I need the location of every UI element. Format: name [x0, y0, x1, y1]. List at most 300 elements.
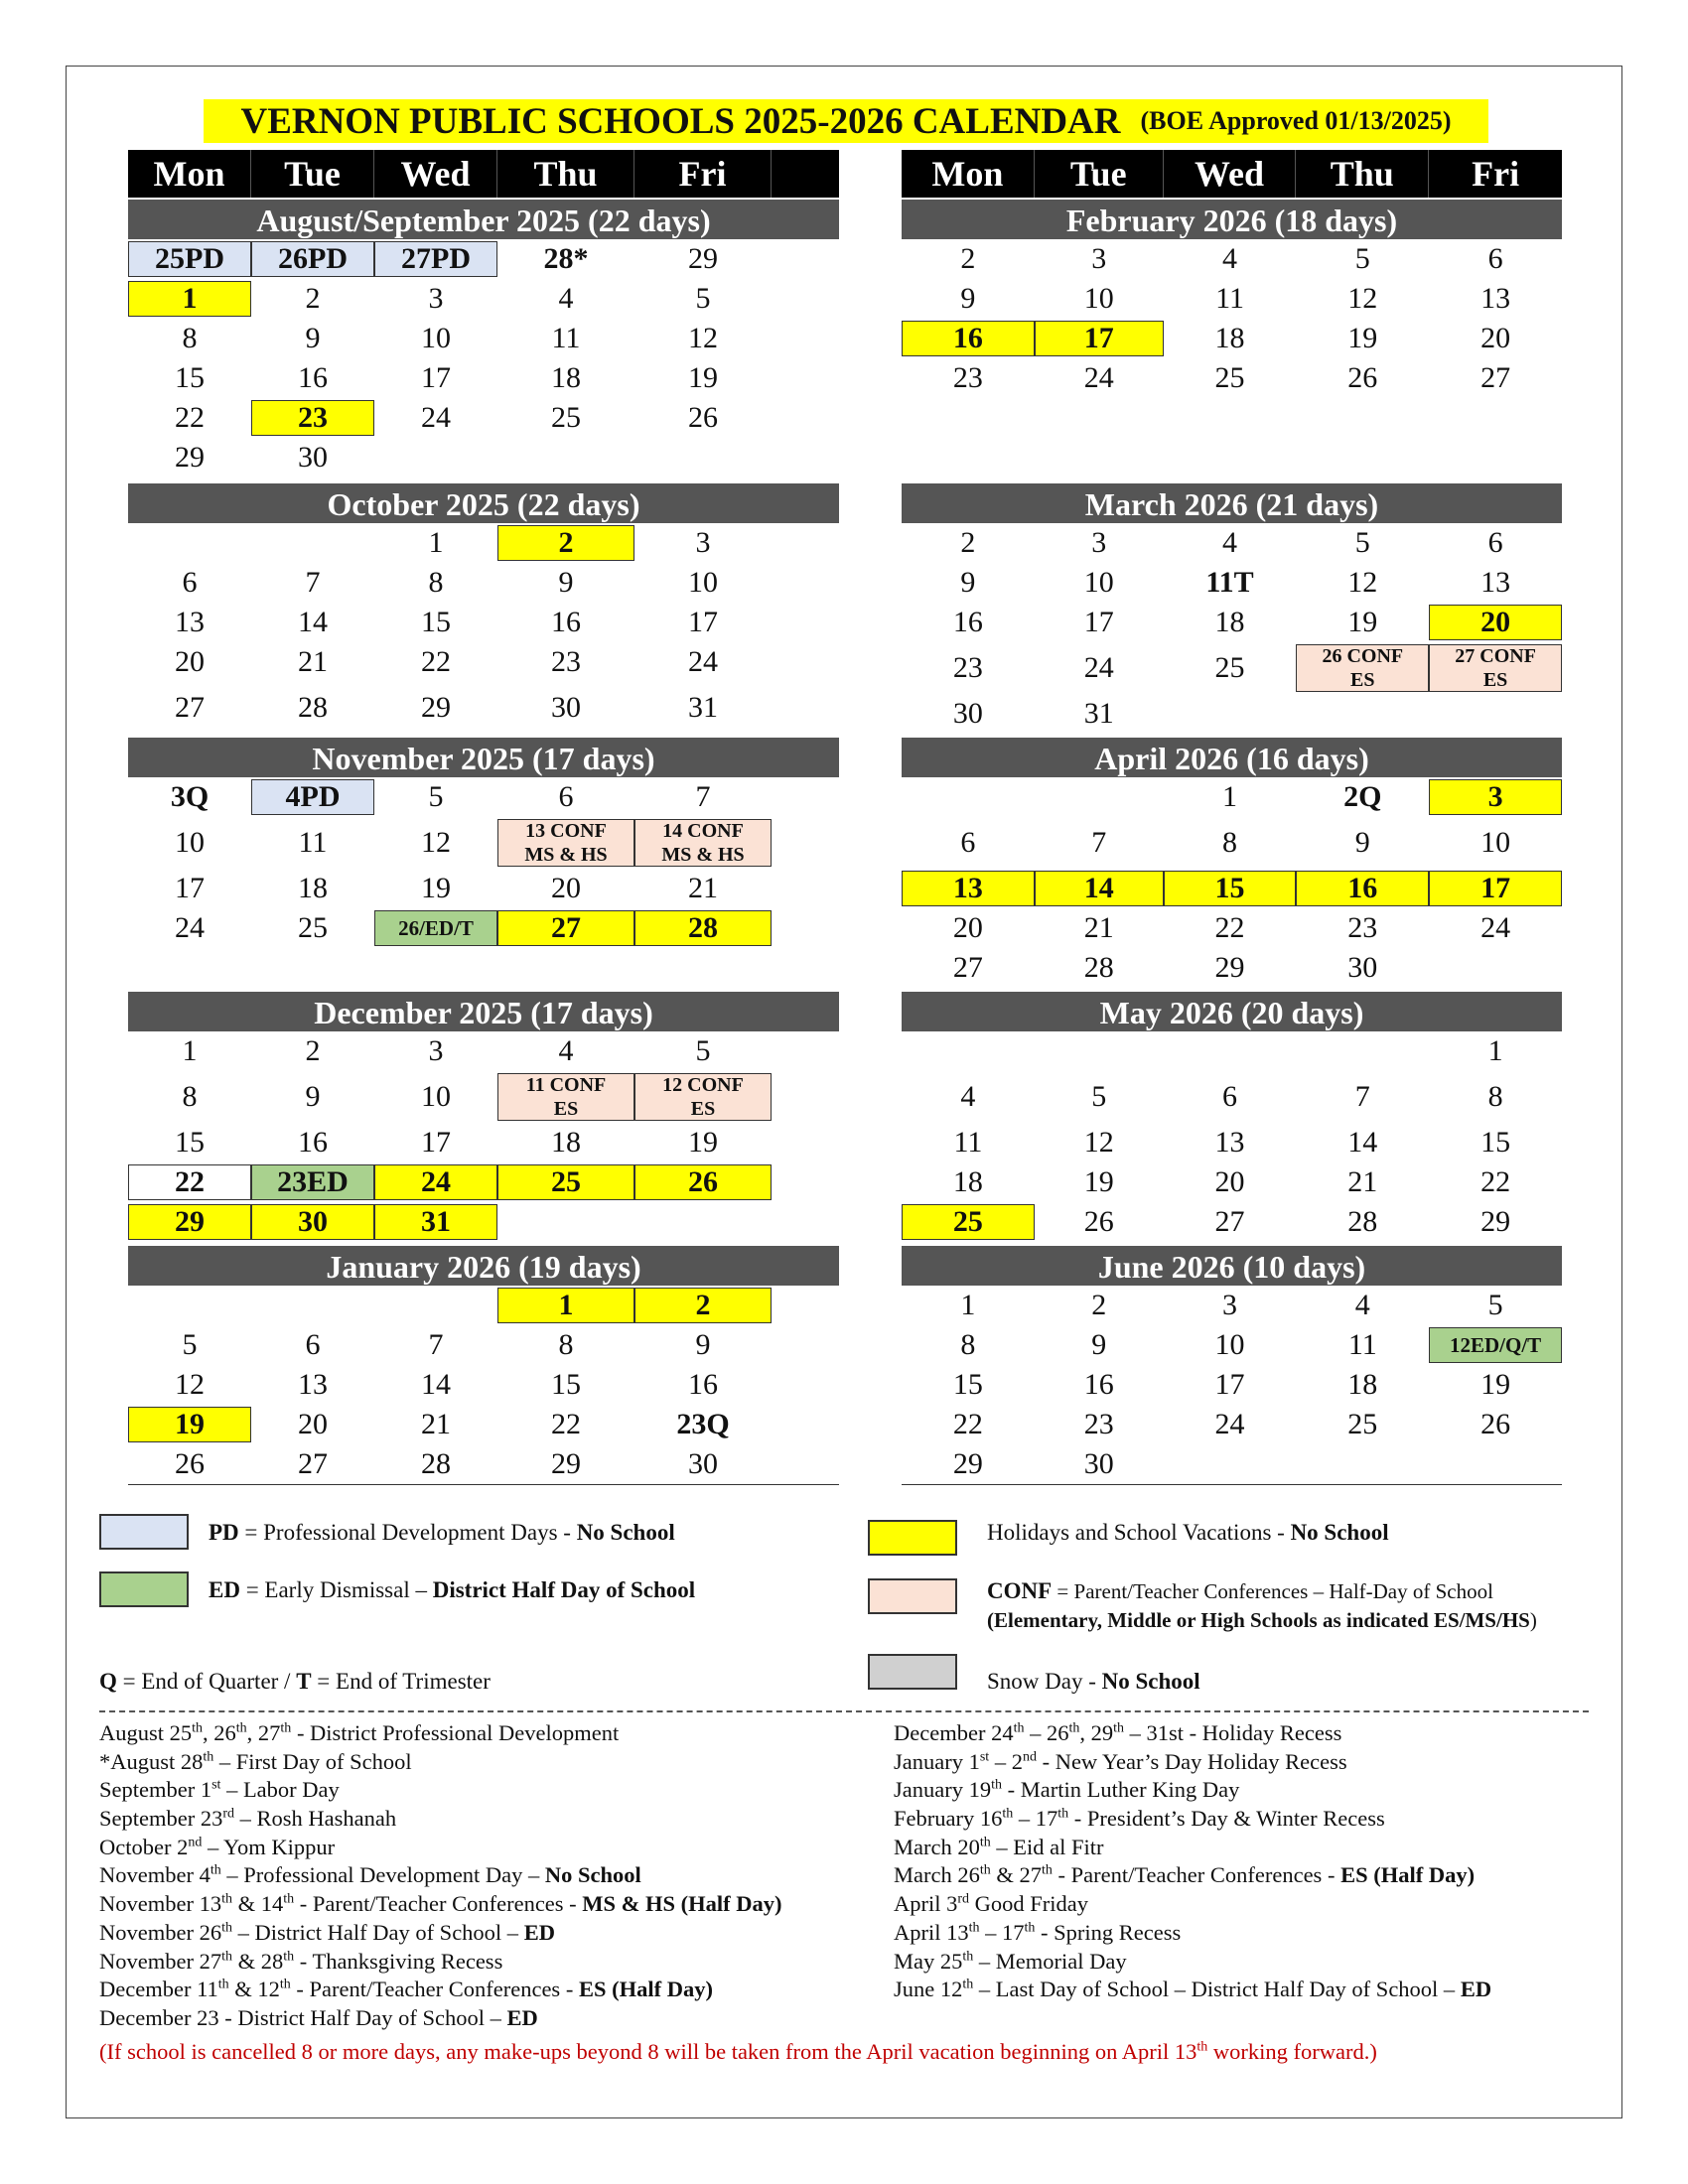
day-cell: 9 — [558, 566, 574, 599]
day-cell: 4 — [1354, 1289, 1370, 1321]
day-cell: 24 — [1480, 911, 1511, 944]
day-cell: 26 — [1347, 361, 1378, 394]
day-cell: 21 — [421, 1408, 451, 1440]
day-cell: 22 — [952, 1408, 983, 1440]
day-cell: 17 — [1429, 871, 1562, 906]
empty-cell — [1164, 694, 1297, 734]
empty-cell — [1296, 1444, 1429, 1484]
day-cell: 17 — [421, 1126, 451, 1159]
day-cell: 13 — [1480, 566, 1511, 599]
day-cell: 22 — [421, 645, 451, 678]
day-cell: 3 — [1091, 242, 1107, 275]
day-cell: 3 — [1429, 779, 1562, 815]
legend-swatch-ed — [99, 1571, 189, 1607]
day-header-thu: Thu — [497, 150, 634, 198]
week-row — [128, 1444, 839, 1484]
week-row — [128, 319, 839, 358]
day-cell: 3 — [428, 1034, 444, 1067]
week-row — [902, 948, 1562, 988]
empty-cell — [497, 438, 634, 478]
note-line: August 25th, 26th, 27th - District Professional Development — [99, 1720, 620, 1745]
day-cell: 2 — [1091, 1289, 1107, 1321]
note-line: September 1st – Labor Day — [99, 1777, 340, 1803]
day-cell: 7 — [305, 566, 321, 599]
day-cell: 9 — [1091, 1328, 1107, 1361]
day-cell: 6 — [1222, 1080, 1237, 1113]
day-cell: 4 — [558, 1034, 574, 1067]
day-cell: 30 — [1347, 951, 1378, 984]
day-cell: 19 — [1083, 1165, 1114, 1198]
day-cell: 8 — [1222, 826, 1237, 859]
note-line: February 16th – 17th - President’s Day & Winter Recess — [894, 1806, 1385, 1832]
day-cell: 23 — [1083, 1408, 1114, 1440]
week-row — [128, 398, 839, 438]
day-cell — [497, 819, 634, 867]
week-row — [128, 1286, 839, 1325]
legend-swatch-holiday — [868, 1520, 957, 1556]
month-header: March 2026 (21 days) — [902, 483, 1562, 523]
empty-cell — [1429, 1444, 1562, 1484]
makeup-days-note: (If school is cancelled 8 or more days, any make-ups beyond 8 will be taken from the April vacation beginning on April 13th working forward.) — [99, 2039, 1377, 2064]
day-cell: 29 — [551, 1447, 581, 1480]
day-cell: 13 — [902, 871, 1035, 906]
week-row — [902, 358, 1562, 398]
month-jun — [902, 1246, 1562, 1485]
day-cell: 25 — [298, 911, 328, 944]
note-line: December 24th – 26th, 29th – 31st - Holiday Recess — [894, 1720, 1342, 1745]
empty-cell — [1164, 1444, 1297, 1484]
day-cell: 31 — [1083, 697, 1114, 730]
day-cell: 26 — [175, 1447, 205, 1480]
day-cell: 19 — [128, 1407, 251, 1442]
legend-pd: PD = Professional Development Days - No School — [209, 1520, 675, 1545]
month-header: February 2026 (18 days) — [902, 200, 1562, 239]
week-row — [902, 279, 1562, 319]
approval-note: (BOE Approved 01/13/2025) — [1140, 106, 1452, 135]
day-cell: 4 — [960, 1080, 976, 1113]
day-cell: 4 — [1222, 242, 1237, 275]
day-cell: 25 — [497, 1164, 634, 1200]
day-header-fri: Fri — [1472, 154, 1520, 194]
day-cell: 11T — [1205, 566, 1254, 599]
day-cell: 14 — [1347, 1126, 1378, 1159]
week-row — [902, 1162, 1562, 1202]
month-header: October 2025 (22 days) — [128, 483, 839, 523]
note-line: October 2nd – Yom Kippur — [99, 1834, 336, 1859]
day-cell — [634, 1073, 772, 1121]
day-cell: 5 — [695, 282, 711, 315]
day-cell: 13 — [1214, 1126, 1245, 1159]
conf-label: 14 CONF — [662, 820, 744, 842]
notes-right — [894, 1719, 1491, 2004]
legend-quarter-trimester: Q = End of Quarter / T = End of Trimester — [99, 1669, 491, 1694]
day-cell — [497, 1073, 634, 1121]
week-row — [128, 239, 839, 279]
week-row — [902, 1325, 1562, 1365]
day-cell: 4PD — [251, 779, 374, 815]
day-cell: 8 — [182, 322, 198, 354]
day-cell: 26/ED/T — [374, 910, 497, 946]
day-cell: 12 — [688, 322, 718, 354]
day-cell: 6 — [182, 566, 198, 599]
day-cell: 16 — [952, 606, 983, 638]
week-row — [902, 1202, 1562, 1242]
day-cell: 30 — [251, 1204, 374, 1240]
day-cell: 1 — [428, 526, 444, 559]
empty-cell — [1296, 694, 1429, 734]
day-cell: 13 — [1480, 282, 1511, 315]
notes-left — [99, 1719, 782, 2033]
day-cell: 18 — [298, 872, 328, 904]
week-row — [902, 1365, 1562, 1405]
note-line: November 13th & 14th - Parent/Teacher Conferences - MS & HS (Half Day) — [99, 1891, 782, 1917]
note-line: November 27th & 28th - Thanksgiving Recess — [99, 1948, 503, 1974]
legend-conf-detail: (Elementary, Middle or High Schools as indicated ES/MS/HS) — [987, 1608, 1537, 1632]
calendar-title: VERNON PUBLIC SCHOOLS 2025-2026 CALENDAR — [240, 100, 1121, 142]
day-cell: 5 — [695, 1034, 711, 1067]
day-cell: 6 — [1487, 242, 1503, 275]
day-cell: 18 — [1214, 606, 1245, 638]
day-cell: 20 — [175, 645, 205, 678]
week-row — [128, 279, 839, 319]
day-header-fri: Fri — [634, 150, 772, 198]
day-cell: 9 — [960, 566, 976, 599]
day-cell: 23 — [952, 361, 983, 394]
day-cell: 12 — [1083, 1126, 1114, 1159]
day-cell: 7 — [1091, 826, 1107, 859]
day-cell: 27 — [952, 951, 983, 984]
day-cell: 12 — [1347, 282, 1378, 315]
conf-level: MS & HS — [661, 844, 745, 866]
day-cell: 19 — [688, 1126, 718, 1159]
day-cell: 6 — [305, 1328, 321, 1361]
week-row — [128, 563, 839, 603]
note-line: December 23 - District Half Day of School – ED — [99, 2004, 538, 2030]
empty-cell — [1164, 1031, 1297, 1071]
day-cell: 6 — [1487, 526, 1503, 559]
day-cell: 19 — [1480, 1368, 1511, 1401]
day-cell: 5 — [428, 780, 444, 813]
day-cell: 8 — [558, 1328, 574, 1361]
day-cell: 2 — [634, 1288, 772, 1323]
note-line: November 26th – District Half Day of School – ED — [99, 1919, 555, 1945]
day-cell: 14 — [1035, 871, 1164, 906]
day-cell: 31 — [688, 691, 718, 724]
day-cell: 3 — [1091, 526, 1107, 559]
day-cell: 29 — [952, 1447, 983, 1480]
week-row — [902, 563, 1562, 603]
note-line: January 1st – 2nd - New Year’s Day Holiday Recess — [894, 1748, 1347, 1774]
day-cell: 15 — [1480, 1126, 1511, 1159]
day-cell: 2 — [305, 282, 321, 315]
empty-cell — [374, 438, 497, 478]
empty-cell — [251, 523, 374, 563]
week-row — [128, 1071, 839, 1123]
day-header-tue: Tue — [251, 150, 374, 198]
bottom-rule — [902, 1484, 1562, 1485]
day-cell: 9 — [695, 1328, 711, 1361]
day-cell: 13 — [175, 606, 205, 638]
day-cell: 27 — [497, 910, 634, 946]
day-cell — [1296, 644, 1429, 692]
day-cell: 4 — [558, 282, 574, 315]
day-cell: 28 — [1347, 1205, 1378, 1238]
legend-swatch-pd — [99, 1514, 189, 1550]
day-cell: 15 — [421, 606, 451, 638]
conf-label: 12 CONF — [662, 1074, 744, 1096]
day-cell: 10 — [421, 322, 451, 354]
day-cell: 10 — [1083, 566, 1114, 599]
week-row — [902, 1286, 1562, 1325]
day-cell: 29 — [128, 1204, 251, 1240]
day-cell: 25 — [1214, 651, 1245, 684]
day-cell: 27PD — [374, 241, 497, 277]
day-cell: 6 — [960, 826, 976, 859]
day-cell: 29 — [1480, 1205, 1511, 1238]
day-cell: 23 — [1347, 911, 1378, 944]
day-cell: 24 — [175, 911, 205, 944]
day-cell: 23Q — [676, 1408, 730, 1440]
month-dec — [128, 992, 839, 1242]
day-cell: 3 — [1222, 1289, 1237, 1321]
day-cell: 26 — [1083, 1205, 1114, 1238]
day-cell: 30 — [551, 691, 581, 724]
day-cell: 21 — [688, 872, 718, 904]
day-cell: 12 — [175, 1368, 205, 1401]
day-cell: 30 — [952, 697, 983, 730]
day-cell: 25 — [1214, 361, 1245, 394]
day-cell: 17 — [1035, 321, 1164, 356]
empty-cell — [128, 523, 251, 563]
month-oct — [128, 483, 839, 734]
week-row — [902, 603, 1562, 642]
day-header-thu: Thu — [1296, 150, 1429, 198]
note-line: April 13th – 17th - Spring Recess — [894, 1919, 1182, 1945]
week-row — [128, 1365, 839, 1405]
week-row — [902, 869, 1562, 908]
day-cell: 29 — [421, 691, 451, 724]
month-feb — [902, 200, 1562, 398]
day-cell: 9 — [305, 1080, 321, 1113]
day-cell: 19 — [1347, 322, 1378, 354]
day-cell: 1 — [1221, 780, 1237, 813]
day-cell: 30 — [298, 441, 328, 474]
month-header: June 2026 (10 days) — [902, 1246, 1562, 1286]
week-row — [128, 358, 839, 398]
day-header-spacer — [772, 150, 839, 198]
day-cell: 9 — [1354, 826, 1370, 859]
empty-cell — [1035, 1031, 1164, 1071]
month-nov — [128, 738, 839, 948]
day-cell: 13 — [298, 1368, 328, 1401]
week-row — [128, 1325, 839, 1365]
week-row — [902, 1444, 1562, 1484]
empty-cell — [634, 438, 772, 478]
day-cell: 14 — [298, 606, 328, 638]
day-cell: 28* — [543, 242, 589, 275]
calendar-title-banner — [204, 99, 1488, 143]
note-line: March 26th & 27th - Parent/Teacher Conferences - ES (Half Day) — [894, 1862, 1476, 1888]
empty-cell — [1429, 948, 1562, 988]
month-header: April 2026 (16 days) — [902, 738, 1562, 777]
day-cell: 15 — [551, 1368, 581, 1401]
note-line: September 23rd – Rosh Hashanah — [99, 1806, 397, 1832]
day-cell: 29 — [688, 242, 718, 275]
day-cell: 27 — [1480, 361, 1511, 394]
day-cell: 17 — [175, 872, 205, 904]
legend-swatch-snow — [868, 1654, 957, 1690]
conf-label: 26 CONF — [1322, 645, 1404, 667]
week-row — [902, 1071, 1562, 1123]
day-cell: 22 — [128, 1164, 251, 1200]
day-cell: 20 — [298, 1408, 328, 1440]
day-cell: 12 — [421, 826, 451, 859]
week-row — [902, 1405, 1562, 1444]
note-line: January 19th - Martin Luther King Day — [894, 1777, 1240, 1803]
day-cell: 8 — [428, 566, 444, 599]
conf-label: 27 CONF — [1455, 645, 1536, 667]
day-cell: 5 — [1354, 242, 1370, 275]
day-cell: 5 — [1487, 1289, 1503, 1321]
month-aug-sep — [128, 200, 839, 478]
note-line: April 3rd Good Friday — [894, 1891, 1089, 1917]
day-cell: 26 — [1480, 1408, 1511, 1440]
day-cell: 20 — [952, 911, 983, 944]
legend-swatch-conf — [868, 1578, 957, 1614]
week-row — [128, 869, 839, 908]
day-cell: 11 — [1347, 1328, 1377, 1361]
day-cell: 27 — [175, 691, 205, 724]
day-cell: 28 — [421, 1447, 451, 1480]
month-header: August/September 2025 (22 days) — [128, 200, 839, 239]
week-row — [902, 694, 1562, 734]
conf-level: ES — [690, 1098, 716, 1120]
note-line: *August 28th – First Day of School — [99, 1748, 412, 1774]
bottom-rule — [128, 1484, 839, 1485]
day-cell: 16 — [688, 1368, 718, 1401]
day-cell: 28 — [634, 910, 772, 946]
day-cell: 15 — [1164, 871, 1297, 906]
day-cell: 3Q — [170, 780, 210, 813]
day-cell: 10 — [1083, 282, 1114, 315]
week-row — [902, 1123, 1562, 1162]
week-row — [128, 523, 839, 563]
day-cell: 23ED — [251, 1164, 374, 1200]
day-cell: 12ED/Q/T — [1429, 1327, 1562, 1363]
week-row — [902, 908, 1562, 948]
day-cell: 18 — [1214, 322, 1245, 354]
empty-cell — [251, 1286, 374, 1325]
day-cell: 27 — [298, 1447, 328, 1480]
day-cell: 11 — [953, 1126, 983, 1159]
day-cell: 11 — [298, 826, 328, 859]
day-cell: 20 — [551, 872, 581, 904]
day-cell: 24 — [688, 645, 718, 678]
day-cell: 26PD — [251, 241, 374, 277]
week-row — [128, 1405, 839, 1444]
day-cell: 17 — [1214, 1368, 1245, 1401]
day-cell: 28 — [298, 691, 328, 724]
day-header-left — [128, 150, 839, 198]
day-cell: 3 — [695, 526, 711, 559]
day-cell: 20 — [1214, 1165, 1245, 1198]
day-cell: 1 — [960, 1289, 976, 1321]
empty-cell — [902, 777, 1035, 817]
day-cell: 30 — [688, 1447, 718, 1480]
day-cell: 24 — [1083, 361, 1114, 394]
week-row — [128, 438, 839, 478]
day-cell: 2 — [960, 242, 976, 275]
conf-level: MS & HS — [524, 844, 608, 866]
day-cell: 30 — [1083, 1447, 1114, 1480]
day-cell: 2 — [497, 525, 634, 561]
day-cell: 10 — [421, 1080, 451, 1113]
conf-level: ES — [1350, 669, 1375, 691]
day-cell: 3 — [428, 282, 444, 315]
week-row — [128, 603, 839, 642]
day-cell: 4 — [1222, 526, 1237, 559]
day-header-tue: Tue — [1035, 150, 1164, 198]
day-header-mon: Mon — [902, 150, 1035, 198]
day-cell: 25 — [551, 401, 581, 434]
day-cell: 6 — [558, 780, 574, 813]
day-cell: 5 — [1354, 526, 1370, 559]
day-cell: 10 — [1214, 1328, 1245, 1361]
day-cell: 19 — [421, 872, 451, 904]
day-cell: 28 — [1083, 951, 1114, 984]
legend-conf: CONF = Parent/Teacher Conferences – Half-Day of School — [987, 1578, 1493, 1603]
day-cell: 22 — [175, 401, 205, 434]
empty-cell — [497, 1202, 634, 1242]
day-cell: 8 — [960, 1328, 976, 1361]
day-cell: 16 — [298, 361, 328, 394]
day-cell: 16 — [1296, 871, 1429, 906]
week-row — [902, 642, 1562, 694]
note-line: June 12th – Last Day of School – District Half Day of School – ED — [894, 1977, 1492, 2002]
day-cell: 11 — [1215, 282, 1244, 315]
week-row — [902, 319, 1562, 358]
conf-level: ES — [1482, 669, 1508, 691]
conf-label: 11 CONF — [525, 1074, 607, 1096]
empty-cell — [128, 1286, 251, 1325]
note-line: November 4th – Professional Development Day – No School — [99, 1862, 641, 1888]
day-cell: 26 — [688, 401, 718, 434]
day-cell: 1 — [497, 1288, 634, 1323]
day-cell: 22 — [1480, 1165, 1511, 1198]
day-cell: 8 — [182, 1080, 198, 1113]
day-cell: 19 — [1347, 606, 1378, 638]
day-cell: 8 — [1487, 1080, 1503, 1113]
week-row — [902, 239, 1562, 279]
day-cell: 1 — [1487, 1034, 1503, 1067]
day-cell: 31 — [374, 1204, 497, 1240]
day-cell: 24 — [1083, 651, 1114, 684]
day-cell: 15 — [952, 1368, 983, 1401]
day-cell: 26 — [634, 1164, 772, 1200]
day-cell: 18 — [952, 1165, 983, 1198]
day-cell: 1 — [128, 281, 251, 317]
week-row — [128, 1202, 839, 1242]
month-header: December 2025 (17 days) — [128, 992, 839, 1031]
day-header-mon: Mon — [128, 150, 251, 198]
day-cell: 7 — [428, 1328, 444, 1361]
legend-holiday: Holidays and School Vacations - No School — [987, 1520, 1389, 1545]
legend-snow: Snow Day - No School — [987, 1669, 1200, 1694]
week-row — [128, 1162, 839, 1202]
day-cell: 22 — [551, 1408, 581, 1440]
day-cell: 21 — [298, 645, 328, 678]
month-may — [902, 992, 1562, 1242]
